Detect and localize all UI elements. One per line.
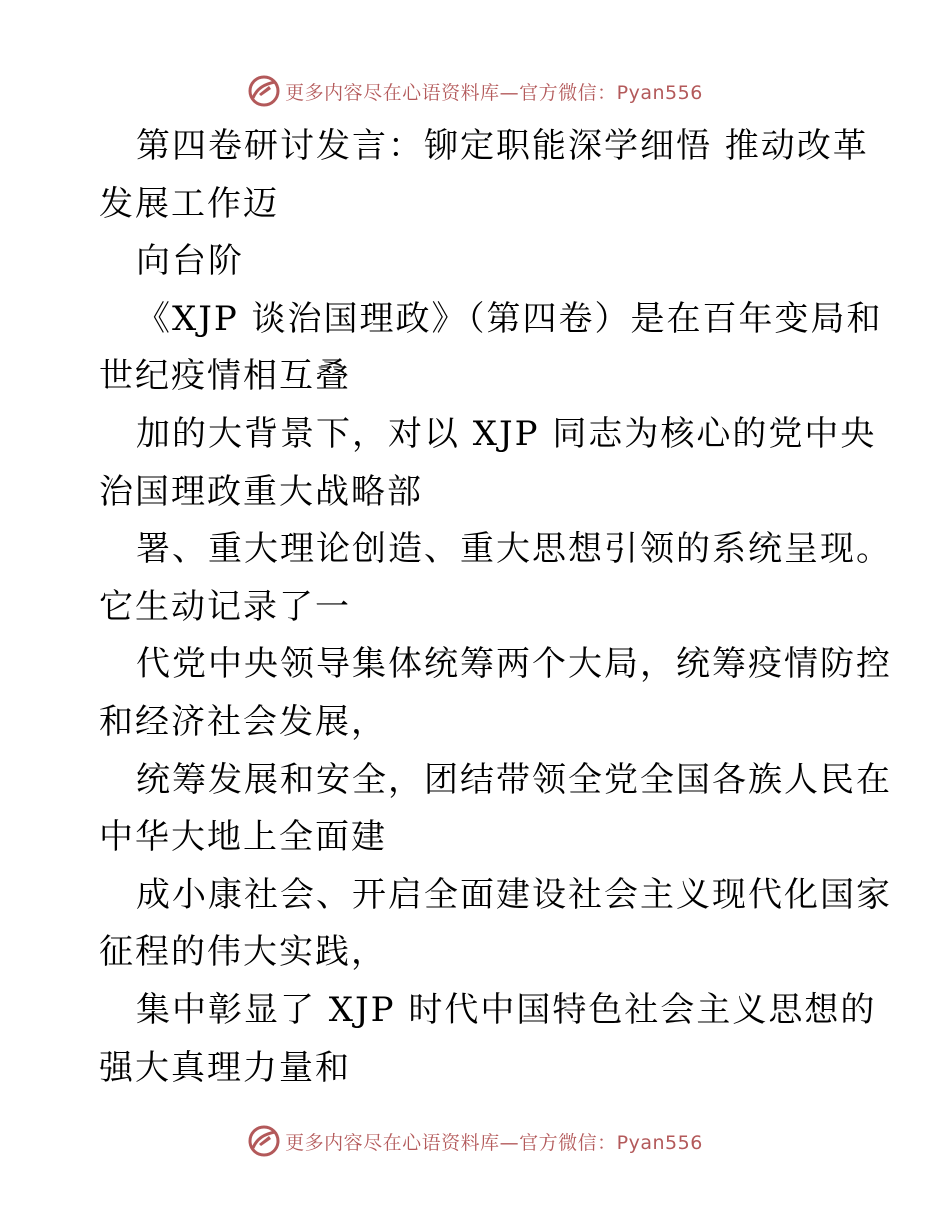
text-line: 强大真理力量和 [99,1047,351,1088]
text-line: 加的大背景下，对以 XJP 同志为核心的党中央 [136,413,877,454]
header-banner [0,71,950,111]
text-line: 代党中央领导集体统筹两个大局，统筹疫情防控 [136,644,892,685]
text-line: 世纪疫情相互叠 [99,356,351,397]
text-line: 向台阶 [136,241,244,282]
text-line: 第四卷研讨发言：铆定职能深学细悟 推动改革 [136,126,869,166]
text-line: 署、重大理论创造、重大思想引领的系统呈现。 [136,529,892,570]
text-line: 和经济社会发展， [99,701,387,742]
text-line: 成小康社会、开启全面建设社会主义现代化国家 [136,874,892,915]
text-line: 它生动记录了一 [99,586,351,627]
footer-banner [0,1121,950,1161]
document-body [99,118,892,1097]
text-line: 《XJP 谈治国理政》（第四卷）是在百年变局和 [136,298,883,339]
text-line: 发展工作迈 [99,183,279,224]
text-line: 治国理政重大战略部 [99,471,423,512]
banner-text: 更多内容尽在心语资料库—官方微信：Pyan556 [285,81,703,104]
banner-text: 更多内容尽在心语资料库—官方微信：Pyan556 [285,1131,703,1154]
text-line: 征程的伟大实践， [99,932,387,973]
pen-heart-logo-icon [247,1124,281,1158]
text-line: 统筹发展和安全，团结带领全党全国各族人民在 [136,759,892,800]
text-line: 中华大地上全面建 [99,817,387,858]
text-line: 集中彰显了 XJP 时代中国特色社会主义思想的 [136,989,877,1030]
pen-heart-logo-icon [247,74,281,108]
